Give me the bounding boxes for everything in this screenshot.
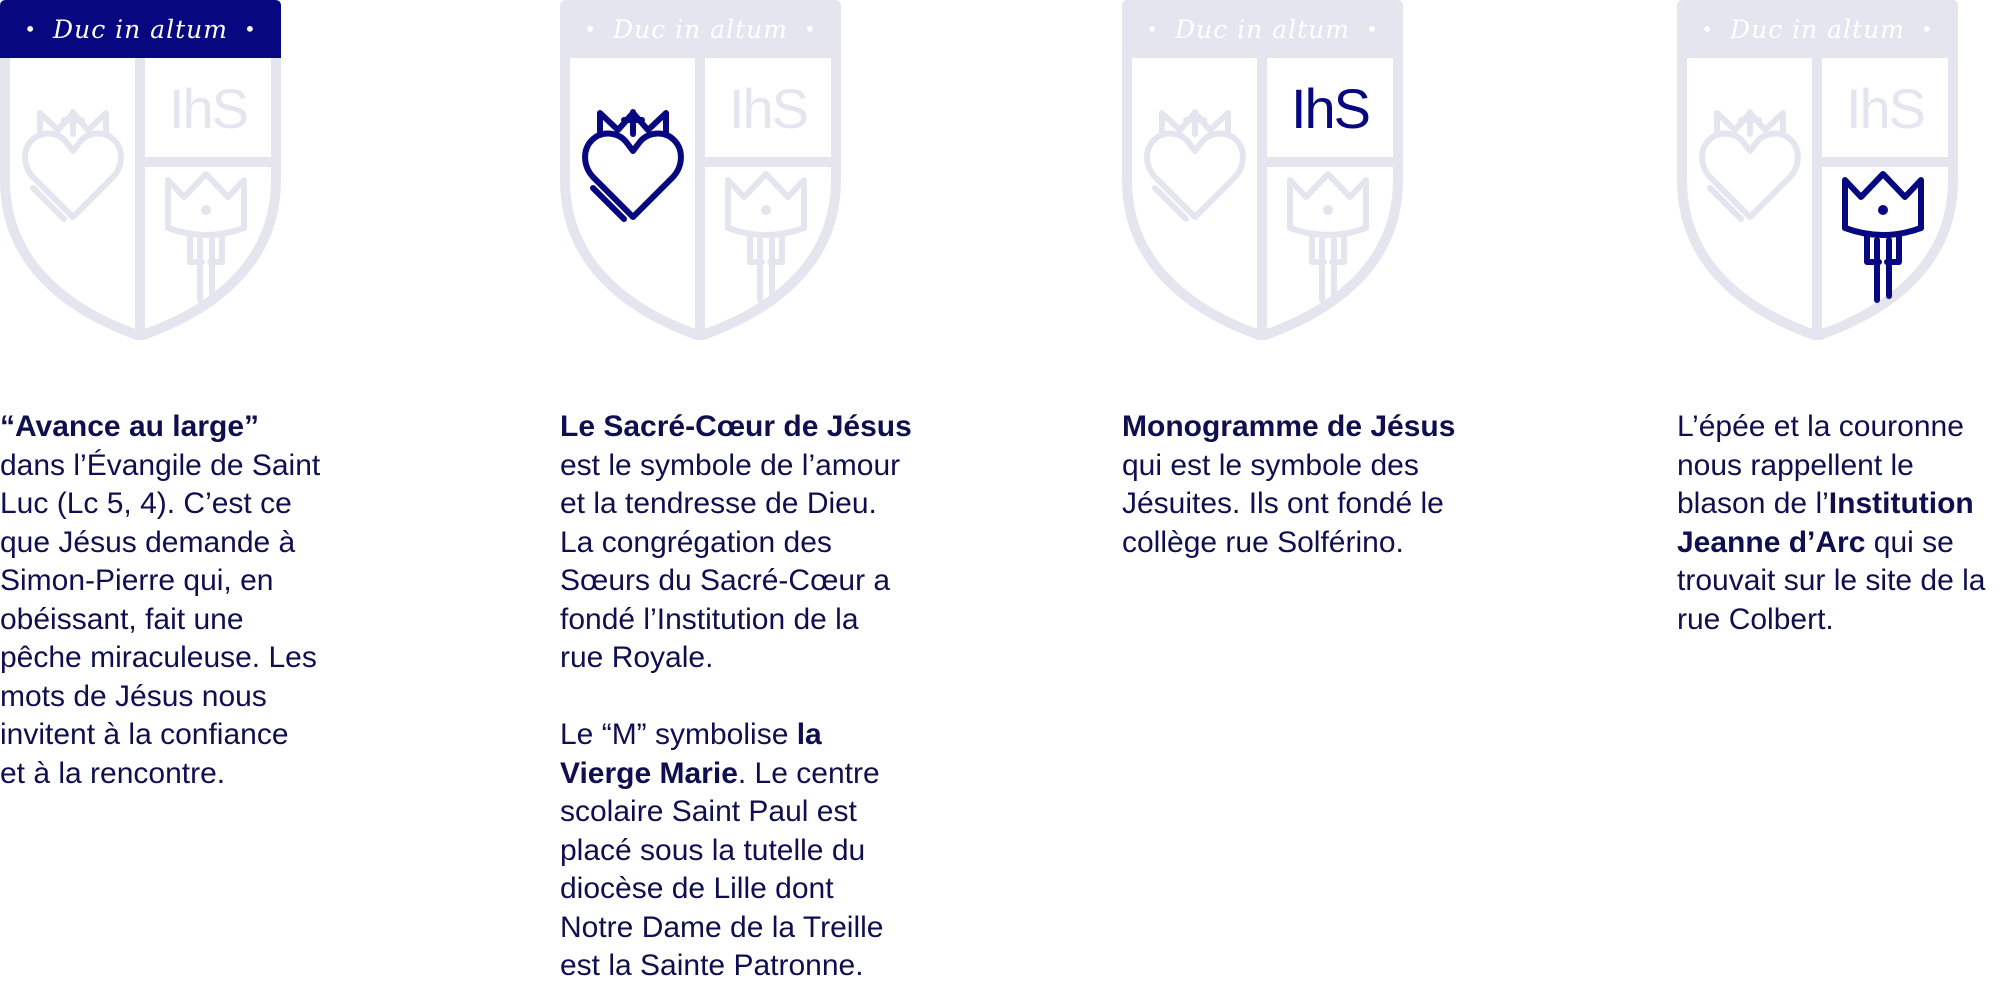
body-text: Le “M” symbolise: [560, 718, 797, 751]
text-line: [560, 755, 912, 794]
crest: [1122, 0, 1403, 340]
description: [0, 408, 320, 793]
body-text: . Le centre: [737, 756, 880, 790]
description: [1122, 408, 1455, 562]
description: [1677, 408, 1985, 639]
text-line: [560, 408, 912, 447]
body-text: rue Colbert.: [1677, 602, 1834, 636]
bullet-icon: •: [1146, 17, 1160, 41]
motto-text: Duc in altum: [53, 14, 228, 44]
text-line: [1122, 485, 1455, 524]
body-text: est la Sainte Patronne.: [560, 949, 864, 982]
text-line: [1677, 485, 1985, 524]
body-text: trouvait sur le site de la: [1677, 564, 1986, 597]
bold-text: Monogramme de Jésus: [1122, 410, 1456, 443]
paragraph-gap: [560, 678, 912, 717]
motto-label: [560, 0, 841, 58]
text-line: [0, 716, 320, 755]
text-line: [0, 639, 320, 678]
body-text: Simon-Pierre qui, en: [0, 564, 274, 597]
body-text: qui se: [1865, 525, 1954, 559]
body-text: Notre Dame de la Treille: [560, 910, 884, 944]
body-text: pêche miraculeuse. Les: [0, 641, 317, 674]
motto-label: [1122, 0, 1403, 58]
motto-label: [0, 0, 281, 58]
bold-text: Le Sacré-Cœur de Jésus: [560, 410, 912, 443]
body-text: rue Royale.: [560, 641, 714, 674]
text-line: [1677, 562, 1985, 601]
bold-text: Institution: [1828, 487, 1974, 520]
crest-column-motto: [0, 0, 360, 790]
body-text: mots de Jésus nous: [0, 679, 267, 713]
bold-text: la: [796, 718, 822, 751]
text-line: [1677, 524, 1985, 563]
text-line: [0, 601, 320, 640]
bullet-icon: •: [803, 17, 817, 41]
text-line: [0, 562, 320, 601]
crest: [560, 0, 841, 340]
motto-label: [1677, 0, 1958, 58]
crest: [1677, 0, 1958, 340]
text-line: [560, 716, 912, 755]
text-line: [0, 447, 320, 486]
description: [560, 408, 912, 986]
text-line: [560, 562, 912, 601]
body-text: fondé l’Institution de la: [560, 602, 859, 636]
text-line: [560, 947, 912, 986]
text-line: [1677, 408, 1985, 447]
sacred-heart-icon: [25, 112, 121, 219]
body-text: collège rue Solférino.: [1122, 525, 1404, 559]
text-line: [560, 485, 912, 524]
text-line: [0, 678, 320, 717]
sacred-heart-icon: [1702, 112, 1798, 219]
body-text: et à la rencontre.: [0, 756, 226, 790]
motto-text: Duc in altum: [613, 14, 788, 44]
ihs-monogram-icon: IhS: [1845, 77, 1925, 140]
motto-text: Duc in altum: [1730, 14, 1905, 44]
body-text: qui est le symbole des: [1122, 448, 1419, 482]
text-line: [1677, 601, 1985, 640]
crest-column-sword-crown: [1677, 0, 2000, 636]
text-line: [0, 408, 320, 447]
text-line: [560, 870, 912, 909]
text-line: [1122, 524, 1455, 563]
body-text: placé sous la tutelle du: [560, 833, 866, 867]
body-text: diocèse de Lille dont: [560, 872, 834, 905]
body-text: Jésuites. Ils ont fondé le: [1122, 487, 1444, 520]
body-text: est le symbole de l’amour: [560, 448, 901, 482]
motto-text: Duc in altum: [1175, 14, 1350, 44]
text-line: [0, 485, 320, 524]
bullet-icon: •: [1701, 17, 1715, 41]
body-text: invitent à la confiance: [0, 718, 289, 751]
bold-text: Jeanne d’Arc: [1677, 525, 1866, 559]
body-text: Luc (Lc 5, 4). C’est ce: [0, 487, 292, 520]
text-line: [1677, 447, 1985, 486]
body-text: blason de l’: [1677, 487, 1829, 520]
ihs-monogram-icon: IhS: [728, 77, 808, 140]
bullet-icon: •: [243, 17, 257, 41]
text-line: [560, 524, 912, 563]
body-text: obéissant, fait une: [0, 602, 244, 636]
body-text: et la tendresse de Dieu.: [560, 487, 877, 520]
text-line: [560, 639, 912, 678]
bold-text: Vierge Marie: [560, 756, 738, 790]
bullet-icon: •: [584, 17, 598, 41]
text-line: [560, 832, 912, 871]
body-text: Sœurs du Sacré-Cœur a: [560, 564, 891, 597]
ihs-monogram-icon: IhS: [168, 77, 248, 140]
text-line: [1122, 408, 1455, 447]
bold-text: “Avance au large”: [0, 410, 259, 443]
text-line: [560, 447, 912, 486]
text-line: [560, 793, 912, 832]
body-text: La congrégation des: [560, 525, 832, 559]
bullet-icon: •: [1920, 17, 1934, 41]
text-line: [0, 524, 320, 563]
body-text: que Jésus demande à: [0, 525, 296, 559]
body-text: scolaire Saint Paul est: [560, 795, 857, 828]
bullet-icon: •: [24, 17, 38, 41]
bullet-icon: •: [1365, 17, 1379, 41]
crest-column-monogram: [1122, 0, 1482, 559]
text-line: [560, 601, 912, 640]
ihs-monogram-icon: IhS: [1290, 77, 1370, 140]
sacred-heart-icon: [1147, 112, 1243, 219]
crest: [0, 0, 281, 340]
body-text: L’épée et la couronne: [1677, 410, 1964, 443]
text-line: [0, 755, 320, 794]
text-line: [1122, 447, 1455, 486]
crest-column-sacred-heart: [560, 0, 920, 982]
text-line: [560, 909, 912, 948]
body-text: dans l’Évangile de Saint: [0, 448, 321, 482]
body-text: nous rappellent le: [1677, 448, 1914, 482]
sacred-heart-icon: [585, 112, 681, 219]
